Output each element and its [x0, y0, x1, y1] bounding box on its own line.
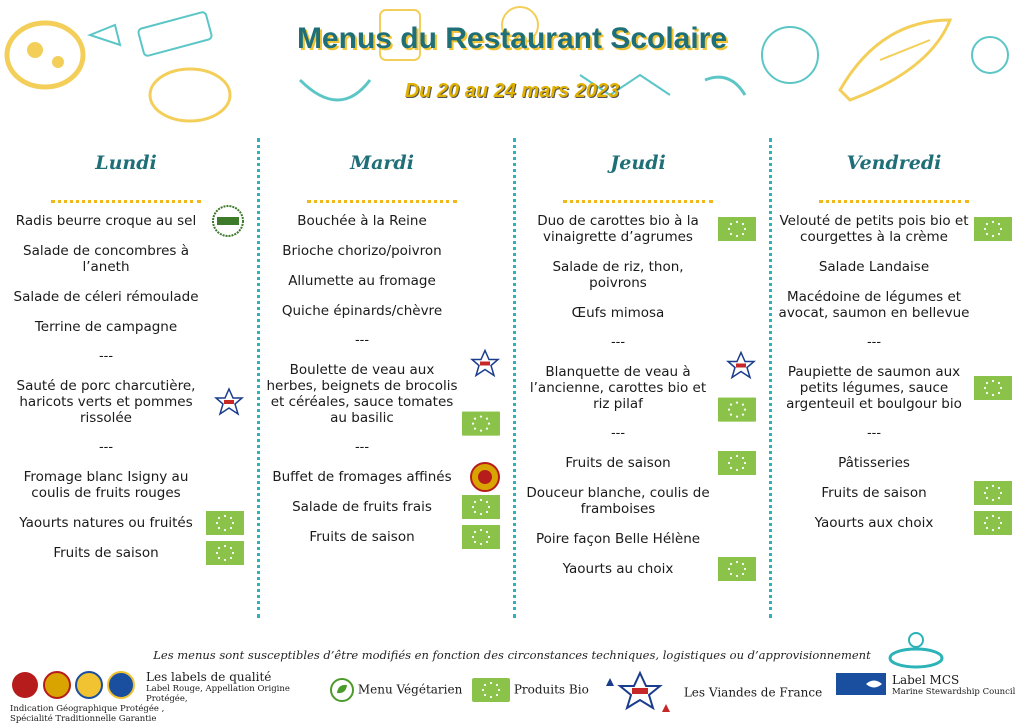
bio-label-icon	[462, 495, 500, 519]
day-column-vendredi	[774, 140, 1014, 545]
legend-quality-detail: Spécialité Traditionnelle Garantie	[10, 714, 157, 724]
menu-item-text: Salade de fruits frais	[292, 499, 432, 515]
menu-item-text: Douceur blanche, coulis de framboises	[526, 485, 710, 517]
quality-labels-icon	[10, 670, 140, 700]
menu-item-text: Pâtisseries	[838, 455, 910, 471]
bio-label-icon	[718, 557, 756, 581]
day-heading: Jeudi	[610, 152, 666, 174]
day-column-jeudi	[518, 140, 758, 591]
menu-item	[262, 469, 502, 485]
menu-item	[518, 531, 758, 547]
date-range: Du 20 au 24 mars 2023	[404, 80, 620, 102]
menu-item-text: ---	[98, 440, 114, 455]
menu-item-text: ---	[354, 440, 370, 455]
viandes-de-france-icon	[600, 668, 680, 718]
menu-item-text: Terrine de campagne	[34, 319, 178, 335]
menu-item	[518, 485, 758, 517]
food-doodles-right	[700, 0, 1024, 140]
day-divider	[307, 200, 457, 203]
bio-leaf-icon	[472, 678, 510, 702]
menu-item	[774, 213, 1014, 245]
menu-item	[518, 305, 758, 321]
legend-quality-detail: Indication Géographique Protégée ,	[10, 704, 165, 714]
aop-label-icon	[470, 462, 500, 492]
menu-item-text: Œufs mimosa	[571, 305, 665, 321]
bio-label-icon	[462, 412, 500, 436]
menu-item	[518, 561, 758, 577]
food-doodles-center	[280, 0, 700, 130]
menu-item	[6, 545, 246, 561]
legend-mcs	[836, 628, 1016, 697]
leaf-icon	[330, 678, 354, 702]
menu-item-text: Yaourts natures ou fruités	[19, 515, 193, 531]
menu-item	[262, 362, 502, 426]
menu-item-text: Brioche chorizo/poivron	[282, 243, 442, 259]
course-separator	[518, 426, 758, 441]
menu-item-text: Bouchée à la Reine	[297, 213, 427, 229]
menu-item-text: Salade de riz, thon, poivrons	[552, 259, 684, 291]
menu-item-text: ---	[610, 426, 626, 441]
bio-label-icon	[718, 451, 756, 475]
menu-item-text: ---	[866, 426, 882, 441]
bio-label-icon	[974, 511, 1012, 535]
menu-item	[774, 515, 1014, 531]
menu-item-text: Blanquette de veau à l’ancienne, carottes bio et riz pilaf	[529, 364, 707, 412]
menu-item	[774, 485, 1014, 501]
menu-item-text: Buffet de fromages affinés	[272, 469, 452, 485]
column-divider	[513, 138, 516, 618]
day-heading: Lundi	[95, 152, 157, 174]
menu-item	[262, 243, 502, 259]
day-heading: Mardi	[350, 152, 414, 174]
menu-item-text: Yaourts aux choix	[814, 515, 934, 531]
bio-label-icon	[718, 398, 756, 422]
menu-item	[6, 213, 246, 229]
course-separator	[6, 349, 246, 364]
menu-item-text: ---	[354, 333, 370, 348]
course-separator	[262, 440, 502, 455]
menu-item-text: Fruits de saison	[309, 529, 415, 545]
menu-item-text: ---	[610, 335, 626, 350]
produits-locaux-icon	[212, 205, 244, 237]
menu-item	[774, 289, 1014, 321]
day-column-mardi	[262, 140, 502, 559]
course-separator	[262, 333, 502, 348]
bio-label-icon	[974, 481, 1012, 505]
menu-item-text: Velouté de petits pois bio et courgettes à la crème	[779, 213, 969, 245]
legend-quality-detail: Label Rouge, Appellation Origine Protégée,	[146, 684, 290, 704]
menu-item-text: Salade Landaise	[818, 259, 930, 275]
legend-quality-title: Les labels de qualité	[146, 670, 272, 684]
menu-item	[262, 273, 502, 289]
menu-item	[6, 289, 246, 305]
legend-viandes	[600, 668, 822, 718]
menu-item-text: ---	[866, 335, 882, 350]
legend-mcs-detail: Marine Stewardship Council	[892, 687, 1016, 697]
menu-item	[774, 259, 1014, 275]
menu-item-text: Fromage blanc Isigny au coulis de fruits rouges	[23, 469, 189, 501]
menu-item-text: Quiche épinards/chèvre	[281, 303, 443, 319]
course-separator	[774, 426, 1014, 441]
menu-item-text: Macédoine de légumes et avocat, saumon en bellevue	[778, 289, 970, 321]
legend-quality	[10, 670, 310, 724]
menu-item-text: Duo de carottes bio à la vinaigrette d’agrumes	[537, 213, 699, 245]
menu-item-text: Fruits de saison	[53, 545, 159, 561]
menu-item	[6, 378, 246, 426]
menu-item	[6, 319, 246, 335]
menu-item-text: Allumette au fromage	[288, 273, 436, 289]
course-separator	[518, 335, 758, 350]
bio-label-icon	[206, 541, 244, 565]
menu-item-text: Sauté de porc charcutière, haricots verts et pommes rissolée	[16, 378, 196, 426]
bio-label-icon	[974, 217, 1012, 241]
legend-vege-label: Menu Végétarien	[357, 682, 463, 697]
day-divider	[51, 200, 201, 203]
bio-label-icon	[718, 217, 756, 241]
menu-item	[518, 364, 758, 412]
menu-item	[774, 455, 1014, 471]
disclaimer: Les menus sont susceptibles d’être modifiés en fonction des circonstances techniques, logistiques ou d’approvisionnement	[153, 648, 871, 662]
bio-label-icon	[206, 511, 244, 535]
menu-item-text: Fruits de saison	[565, 455, 671, 471]
legend-mcs-label: Label MCS	[892, 673, 960, 687]
menu-item-text: Radis beurre croque au sel	[15, 213, 197, 229]
menu-item-text: Paupiette de saumon aux petits légumes, sauce argenteuil et boulgour bio	[786, 364, 962, 412]
msc-label-icon	[836, 673, 886, 695]
menu-item-text: Fruits de saison	[821, 485, 927, 501]
page-title: Menus du Restaurant Scolaire	[296, 22, 728, 55]
fish-dish-icon	[886, 628, 946, 673]
menu-item-text: Yaourts au choix	[562, 561, 674, 577]
menu-item	[6, 515, 246, 531]
menu-item	[262, 529, 502, 545]
legend-viandes-label: Les Viandes de France	[683, 685, 823, 700]
legend-bio-label: Produits Bio	[513, 682, 589, 697]
menu-item	[518, 259, 758, 291]
menu-item	[518, 213, 758, 245]
day-column-lundi	[6, 140, 246, 575]
menu-item	[262, 303, 502, 319]
menu-item	[262, 499, 502, 515]
day-divider	[819, 200, 969, 203]
menu-item-text: Poire façon Belle Hélène	[535, 531, 701, 547]
menu-item	[6, 243, 246, 275]
menu-item-text: Boulette de veau aux herbes, beignets de brocolis et céréales, sauce tomates au basilic	[266, 362, 458, 426]
day-divider	[563, 200, 713, 203]
legend-vegetarian	[330, 678, 462, 702]
menu-item-text: Salade de céleri rémoulade	[13, 289, 199, 305]
legend-bio	[472, 678, 589, 702]
day-heading: Vendredi	[846, 152, 942, 174]
viandes-de-france-icon	[470, 349, 500, 379]
menu-item	[518, 455, 758, 471]
column-divider	[257, 138, 260, 618]
food-doodles-left	[0, 0, 280, 130]
viandes-de-france-icon	[726, 351, 756, 381]
menu-item	[774, 364, 1014, 412]
menu-item	[6, 469, 246, 501]
viandes-de-france-icon	[214, 387, 244, 417]
menu-item	[262, 213, 502, 229]
course-separator	[774, 335, 1014, 350]
bio-label-icon	[462, 525, 500, 549]
bio-label-icon	[974, 376, 1012, 400]
course-separator	[6, 440, 246, 455]
menu-item-text: ---	[98, 349, 114, 364]
column-divider	[769, 138, 772, 618]
menu-item-text: Salade de concombres à l’aneth	[23, 243, 189, 275]
